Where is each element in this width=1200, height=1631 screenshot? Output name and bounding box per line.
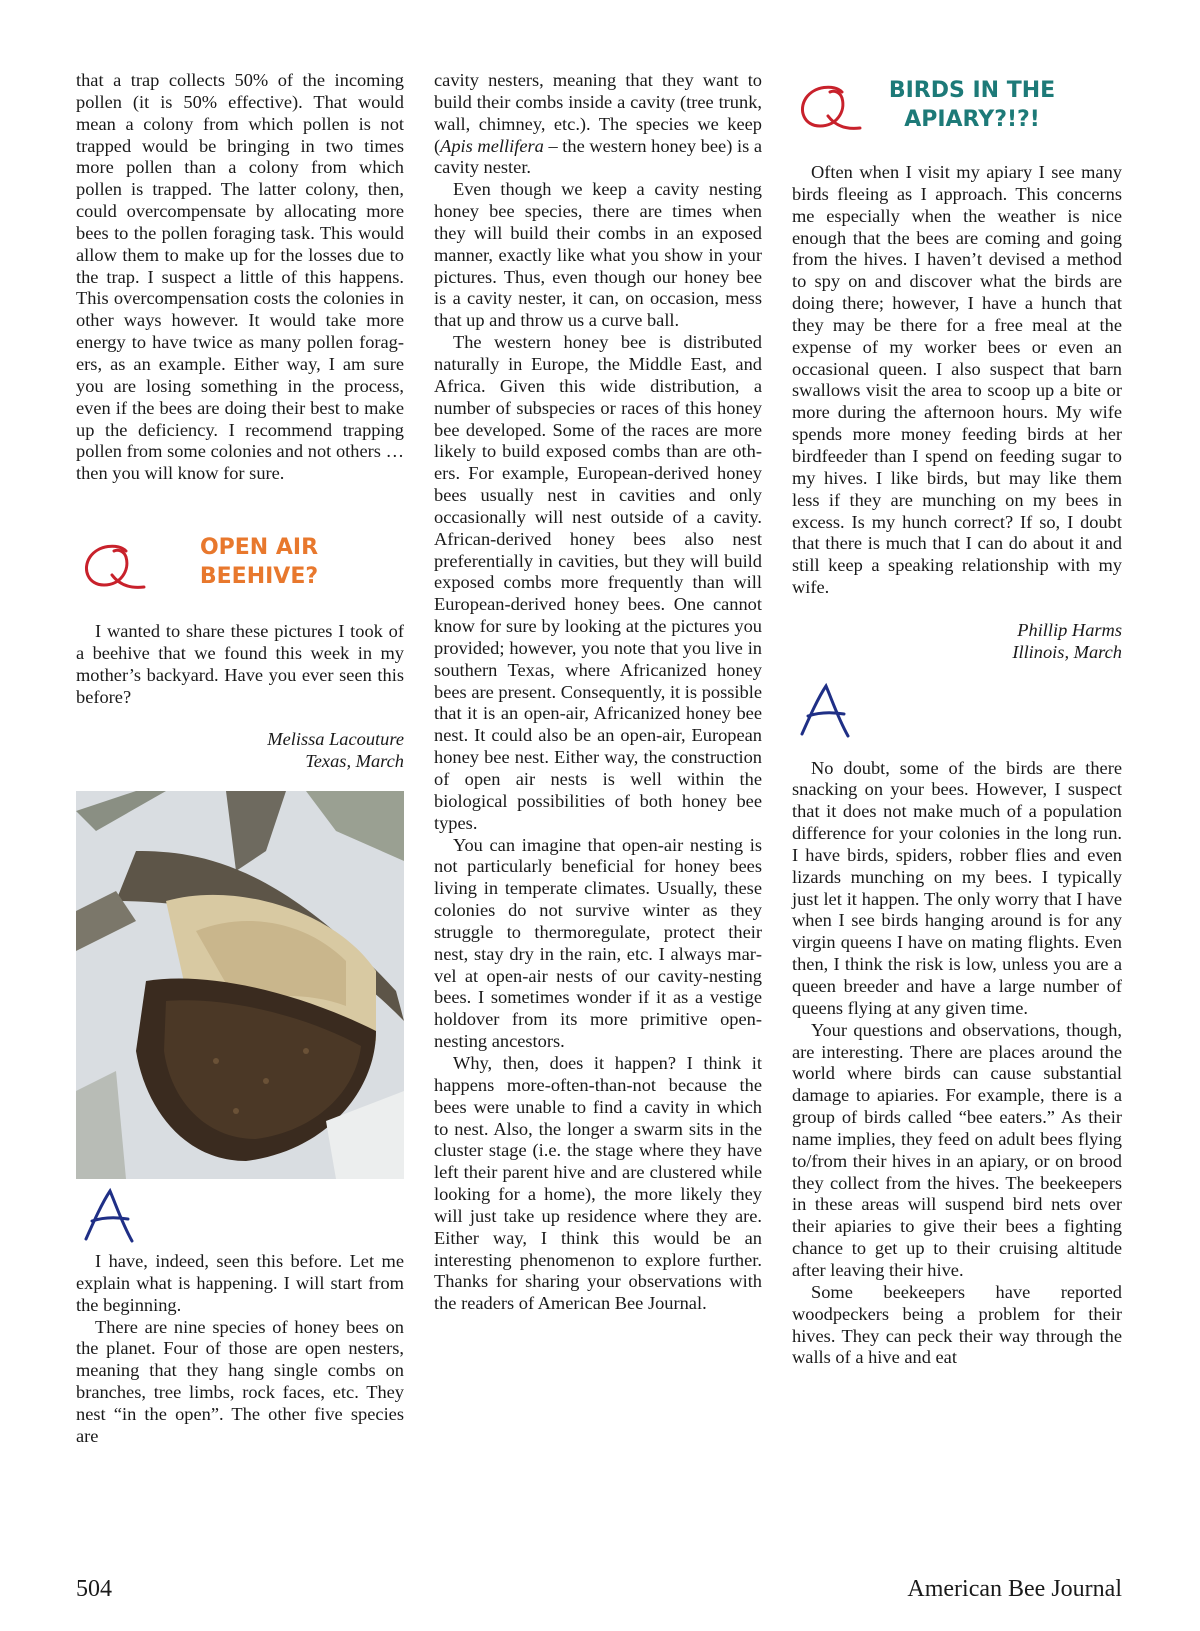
signature-place: Texas, March — [305, 751, 404, 772]
beehive-photo-image — [76, 791, 404, 1179]
body-paragraph: Why, then, does it happen? I think it happens more-often-than-not because the bees were unable to find a cavity in which to nest. Also, the longer a swarm sits in the cluster stage (i.e. the stage where they have left their parent hive and are clustered while looking for a home), the more likely they will just take up residence where they are. Either way, I think this would be an interesting phenomenon to explore further. Thanks for sharing your observations with the readers of American Bee Journal. — [434, 1052, 762, 1314]
question-title-line-1: OPEN AIR — [199, 535, 319, 561]
column-1 — [76, 70, 404, 1448]
question-header-birds — [792, 70, 1122, 162]
question-title-line-2: APIARY?!?! — [904, 107, 1040, 132]
column-3 — [792, 70, 1122, 1369]
question-title-line-2: BEEHIVE? — [199, 564, 319, 590]
a-letter-icon — [80, 1185, 140, 1245]
question-text: Often when I visit my apiary I see many birds fleeing as I approach. This concerns me especially when the weather is nice enough that the bees are coming and going from the hives. I haven’t devised a method to spy on and discover what the birds are doing there; however, I have a hunch that they may be there for a free meal at the expense of my worker bees or even an occasional queen. I also suspect that barn swallows visit the area to scoop up a bite or more during the afternoon hours. My wife spends more money feeding birds at her birdfeeder than I spend on feeding sugar to my hives. I like birds, but may like them less if they are munching on my bees in excess. Is my hunch correct? If so, I doubt that there is much that I can do about it and still keep a speaking relationship with my wife. — [792, 162, 1122, 598]
body-paragraph: Even though we keep a cavity nesting honey bee species, there are times when they will build their combs in an exposed manner, exactly like what you show in your pictures. Thus, even though our honey bee is a cavity nester, it can, on occasion, mess that up and throw us a curve ball. — [434, 179, 762, 331]
signature-name: Melissa Lacouture — [267, 729, 404, 750]
question-title — [872, 76, 1072, 134]
question-title-line-1: BIRDS IN THE — [888, 78, 1056, 103]
a-letter-icon — [796, 680, 856, 740]
page-number: 504 — [76, 1576, 112, 1602]
q-letter-icon — [78, 539, 150, 595]
column-2 — [434, 70, 762, 1315]
signature-place: Illinois, March — [1012, 641, 1122, 662]
answer-paragraph: I have, indeed, seen this before. Let me explain what is happening. I will start from the beginning. — [76, 1251, 404, 1315]
answer-paragraph: No doubt, some of the birds are there snacking on your bees. However, I suspect that it does not make much of a population difference for your colonies in the long run. I have birds, spiders, robber flies and even lizards munching on my bees. I typically just let it happen. The only worry that I have when I see birds hanging around is for any virgin queens I have on mating flights. Even then, I think the risk is low, unless you are a queen breeder and have a large number of queens flying at any given time. — [792, 757, 1122, 1018]
question-header-open-air — [76, 529, 404, 621]
question-title — [184, 533, 334, 591]
answer-paragraph: Some beekeepers have reported woodpeckers being a problem for their hives. They can peck their way through the walls of a hive and eat — [792, 1281, 1122, 1368]
journal-name: American Bee Journal — [907, 1576, 1122, 1602]
answer-paragraph: Your questions and observations, though, are interesting. There are places around the world where birds can cause substantial damage to apiaries. For example, there is a group of birds called “bee eaters.” As their name implies, they feed on adult bees flying to/from their hives in an apiary, or on brood they collect from the hives. The beekeepers in these areas will suspend bird nets over their apiaries to give their bees a fighting chance to get up to their cruising altitude after leaving their hive. — [792, 1019, 1122, 1280]
beehive-photo — [76, 791, 404, 1179]
answer-header-2 — [792, 664, 1122, 758]
answer-header-1 — [76, 1179, 404, 1251]
body-paragraph: cavity nesters, meaning that they want to build their combs inside a cavity (tree trunk, wall, chimney, etc.). The species we keep (Apis mellifera – the western honey bee) is a cavity nester. — [434, 70, 762, 178]
question-text: I wanted to share these pictures I took of a beehive that we found this week in my mother’s backyard. Have you ever seen this before? — [76, 621, 404, 707]
answer-paragraph: There are nine species of honey bees on the planet. Four of those are open nesters, meaning that they hang single combs on branches, tree limbs, rock faces, etc. They nest “in the open”. The other five species are — [76, 1316, 404, 1446]
body-paragraph: You can imagine that open-air nesting is not particularly beneficial for honey bees living in temperate climates. Usually, these colonies do not survive winter as they struggle to thermoregulate, protect their nest, stay dry in the rain, etc. I always marvel at open-air nests of our cavity-nesting bees. I sometimes wonder if it as a vestige holdover from its more primitive open-nesting ancestors. — [434, 834, 762, 1052]
body-paragraph: that a trap collects 50% of the incoming pollen (it is 50% effective). That would mean a colony from which pollen is not trapped would be bringing in two times more pollen than a colony from which pollen is trapped. The latter colony, then, could overcompensate by allocating more bees to the pollen foraging task. This would allow them to make up for the losses due to the trap. I suspect a little of this happens. This overcompensation costs the colonies in other ways however. It would take more energy to have twice as many pollen foragers, as an example. Either way, I am sure you are losing something in the process, even if the bees are doing their best to make up the deficiency. I recommend trapping pollen from some colonies and not others … then you will know for sure. — [76, 70, 404, 484]
signature-name: Phillip Harms — [1017, 619, 1122, 640]
q-letter-icon — [794, 80, 866, 136]
body-paragraph: The western honey bee is distributed naturally in Europe, the Middle East, and Africa. Given this wide distribution, a number of subspecies or races of this honey bee developed. Some of the races are more likely to build exposed combs than are others. For example, European-derived honey bees usually nest in cavities and only occasionally will nest outside of a cavity. African-derived honey bees also nest preferentially in cavities, but they will build exposed combs more frequently than will European-derived honey bees. One cannot know for sure by looking at the pictures you provided; however, you note that you live in southern Texas, where Africanized honey bees are present. Consequently, it is possible that it is an open-air, Africanized honey bee nest. It could also be an open-air, European honey bee nest. Either way, the construction of open air nests is well within the biological possibilities of both honey bee types. — [434, 332, 762, 833]
